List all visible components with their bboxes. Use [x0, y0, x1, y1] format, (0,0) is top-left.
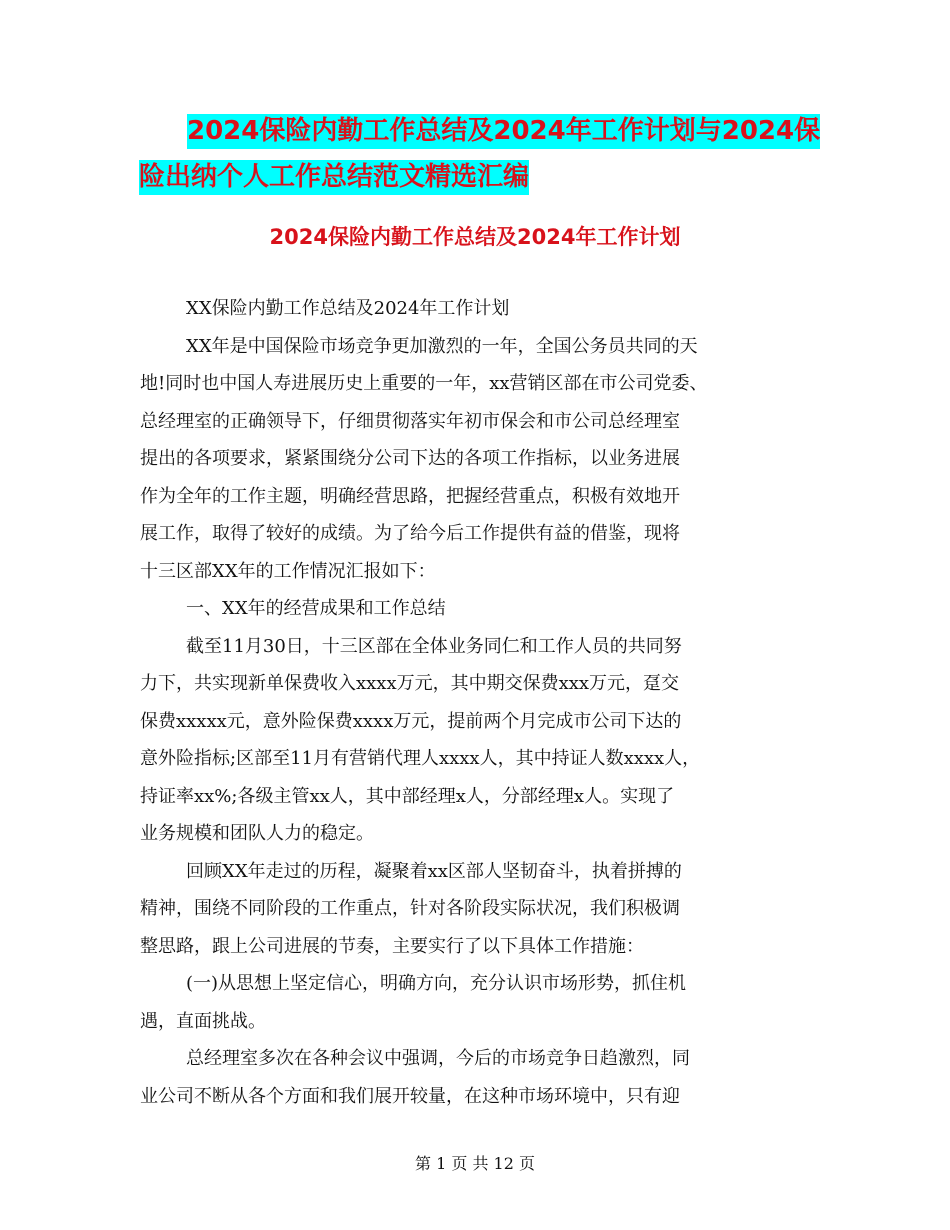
text-line: 业务规模和团队人力的稳定。	[140, 823, 374, 844]
text-line: 意外险指标;区部至11月有营销代理人xxxx人，其中持证人数xxxx人，	[140, 748, 701, 769]
text-line: 回顾XX年走过的历程，凝聚着xx区部人坚韧奋斗，执着拼搏的	[186, 860, 682, 882]
page-footer: 第 1 页 共 12 页	[415, 1154, 535, 1173]
text-line: 持证率xx%;各级主管xx人，其中部经理x人，分部经理x人。实现了	[140, 785, 675, 807]
text-line: XX年是中国保险市场竞争更加激烈的一年，全国公务员共同的天	[186, 335, 698, 357]
paragraph	[140, 628, 830, 853]
section-title: 2024保险内勤工作总结及2024年工作计划	[269, 225, 681, 249]
paragraph	[140, 1040, 830, 1115]
title-highlight: 险出纳个人工作总结范文精选汇编	[139, 160, 529, 195]
text-line: 遇，直面挑战。	[140, 1010, 266, 1032]
text-line: 截至11月30日，十三区部在全体业务同仁和工作人员的共同努	[186, 635, 682, 657]
document-title-line-2	[130, 154, 830, 200]
text-line: 地!同时也中国人寿进展历史上重要的一年，xx营销区部在市公司党委、	[140, 373, 708, 394]
document-body	[140, 290, 830, 1115]
text-line: 作为全年的工作主题，明确经营思路，把握经营重点，积极有效地开	[140, 485, 680, 507]
text-line: 业公司不断从各个方面和我们展开较量，在这种市场环境中，只有迎	[140, 1085, 680, 1107]
text-line: 提出的各项要求，紧紧围绕分公司下达的各项工作指标，以业务进展	[140, 448, 680, 469]
paragraph	[140, 965, 830, 1040]
text-line: 十三区部XX年的工作情况汇报如下：	[140, 560, 436, 582]
text-line: 一、XX年的经营成果和工作总结	[186, 598, 446, 619]
text-line: 保费xxxxx元，意外险保费xxxx万元，提前两个月完成市公司下达的	[140, 710, 682, 732]
text-line: 总经理室的正确领导下，仔细贯彻落实年初市保会和市公司总经理室	[140, 410, 680, 432]
document-title	[130, 108, 830, 200]
text-line: 力下，共实现新单保费收入xxxx万元，其中期交保费xxx万元，趸交	[140, 673, 680, 694]
paragraph	[140, 328, 830, 591]
text-line: XX保险内勤工作总结及2024年工作计划	[186, 298, 510, 319]
title-highlight: 2024保险内勤工作总结及2024年工作计划与2024保	[187, 114, 820, 149]
text-line: (一)从思想上坚定信心，明确方向，充分认识市场形势，抓住机	[186, 973, 687, 994]
text-line: 总经理室多次在各种会议中强调，今后的市场竞争日趋激烈，同	[186, 1048, 690, 1069]
document-title-line-1	[130, 108, 830, 154]
paragraph	[140, 853, 830, 966]
text-line: 展工作，取得了较好的成绩。为了给今后工作提供有益的借鉴，现将	[140, 523, 680, 544]
paragraph	[140, 590, 830, 628]
text-line: 整思路，跟上公司进展的节奏，主要实行了以下具体工作措施：	[140, 935, 644, 957]
paragraph	[140, 290, 830, 328]
text-line: 精神，围绕不同阶段的工作重点，针对各阶段实际状况，我们积极调	[140, 898, 680, 919]
